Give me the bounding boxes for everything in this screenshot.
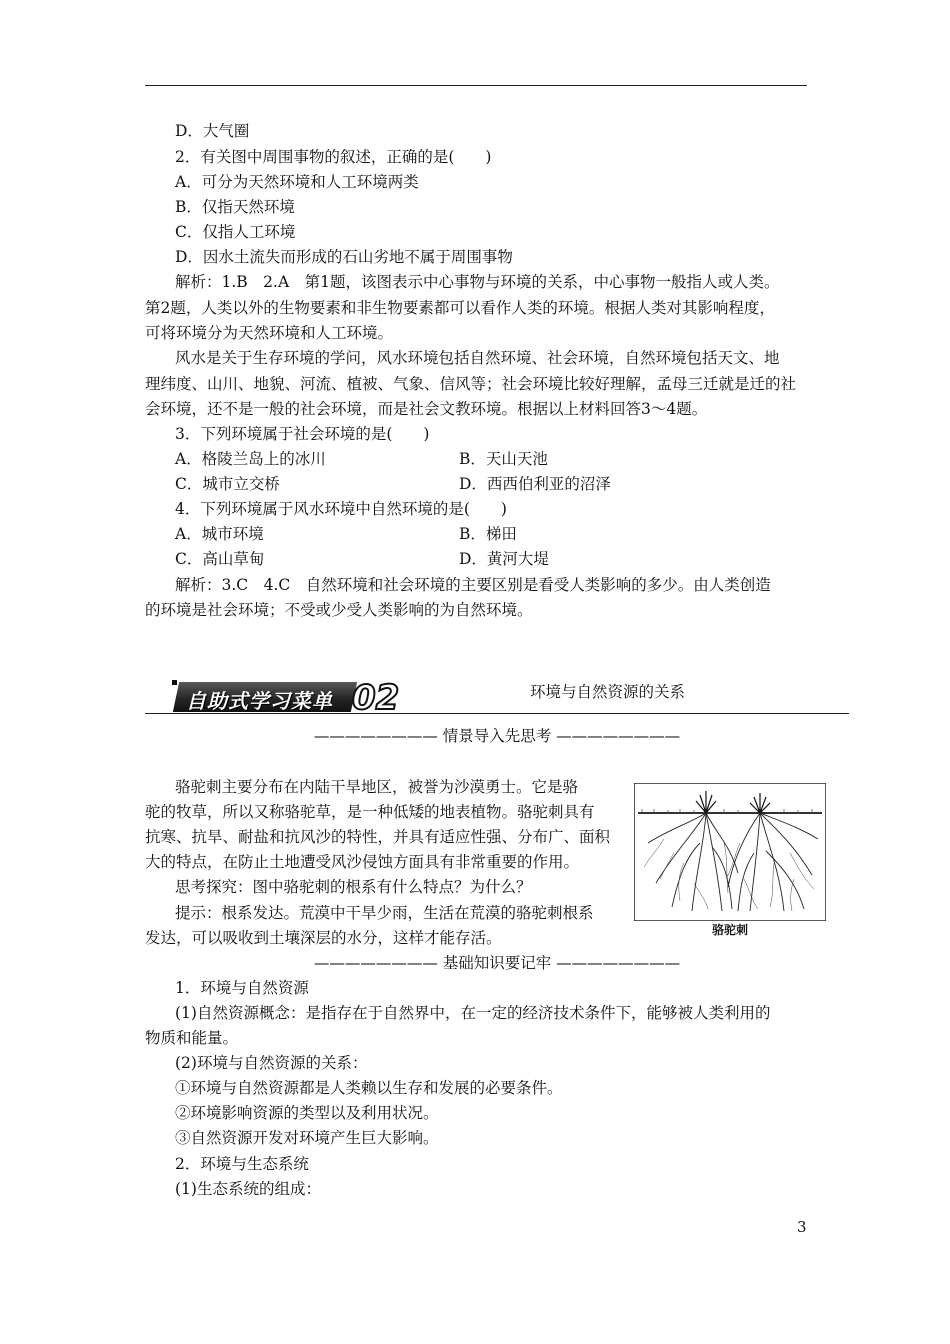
q4-option-c: C．高山草甸: [175, 550, 265, 568]
banner-dot-icon: [172, 680, 177, 685]
camel-thorn-roots-image: [634, 783, 826, 921]
analysis-2-line-1: 解析：3.C 4.C 自然环境和社会环境的主要区别是看受人类影响的多少。由人类创造: [175, 576, 771, 594]
scene-paragraph-line-2: 驼的牧草，所以又称骆驼草，是一种低矮的地表植物。骆驼刺具有: [145, 803, 595, 821]
banner-text: 自助式学习菜单: [186, 689, 333, 713]
section-rule: [145, 713, 849, 714]
q2-option-b: B．仅指天然环境: [175, 198, 295, 216]
natural-resource-concept-line-1: (1)自然资源概念：是指存在于自然界中，在一定的经济技术条件下，能够被人类利用的: [175, 1004, 771, 1022]
page-number: 3: [797, 1218, 807, 1236]
q3-option-c: C．城市立交桥: [175, 475, 280, 493]
analysis-1-line-1: 解析：1.B 2.A 第1题，该图表示中心事物与环境的关系，中心事物一般指人或人类。: [175, 273, 780, 291]
material-line-1: 风水是关于生存环境的学问，风水环境包括自然环境、社会环境，自然环境包括天文、地: [175, 349, 780, 367]
q4-option-a: A．城市环境: [175, 525, 264, 543]
basics-heading: ———————— 基础知识要记牢 ————————: [313, 954, 681, 972]
q4-option-d: D．黄河大堤: [459, 550, 549, 568]
basics-section-2: 2．环境与生态系统: [175, 1155, 309, 1173]
scene-heading: ———————— 情景导入先思考 ————————: [313, 727, 681, 745]
q3-option-a: A．格陵兰岛上的冰川: [175, 450, 326, 468]
think-question: 思考探究：图中骆驼刺的根系有什么特点？为什么？: [175, 878, 532, 896]
banner-number: 02: [352, 678, 400, 718]
section-title: 环境与自然资源的关系: [530, 683, 686, 701]
relationship-item-2: ②环境影响资源的类型以及利用状况。: [175, 1104, 439, 1122]
option-d-q1: D．大气圈: [175, 122, 250, 140]
q2-option-a: A．可分为天然环境和人工环境两类: [175, 173, 419, 191]
question-2: 2．有关图中周围事物的叙述，正确的是( ): [175, 148, 492, 166]
hint-line-2: 发达，可以吸收到土壤深层的水分，这样才能存活。: [145, 929, 502, 947]
natural-resource-concept-line-2: 物质和能量。: [145, 1029, 239, 1047]
material-line-2: 理纬度、山川、地貌、河流、植被、气象、信风等；社会环境比较好理解，孟母三迁就是迁的社: [145, 375, 797, 393]
analysis-1-line-3: 可将环境分为天然环境和人工环境。: [145, 324, 394, 342]
q3-option-b: B．天山天池: [459, 450, 548, 468]
figure-caption: 骆驼刺: [711, 923, 748, 937]
analysis-1-line-2: 第2题，人类以外的生物要素和非生物要素都可以看作人类的环境。根据人类对其影响程度，: [145, 299, 775, 317]
section-banner: [176, 676, 400, 718]
scene-paragraph-line-1: 骆驼刺主要分布在内陆干旱地区，被誉为沙漠勇士。它是骆: [175, 778, 579, 796]
hint-line-1: 提示：根系发达。荒漠中干旱少雨，生活在荒漠的骆驼刺根系: [175, 904, 594, 922]
material-line-3: 会环境，还不是一般的社会环境，而是社会文教环境。根据以上材料回答3～4题。: [145, 400, 708, 418]
q4-option-b: B．梯田: [459, 525, 517, 543]
header-rule: [145, 85, 807, 86]
question-4: 4．下列环境属于风水环境中自然环境的是( ): [175, 500, 507, 518]
analysis-2-line-2: 的环境是社会环境；不受或少受人类影响的为自然环境。: [145, 601, 533, 619]
scene-paragraph-line-4: 大的特点，在防止土地遭受风沙侵蚀方面具有非常重要的作用。: [145, 853, 580, 871]
basics-section-1: 1．环境与自然资源: [175, 979, 309, 997]
q2-option-d: D．因水土流失而形成的石山劣地不属于周围事物: [175, 248, 513, 266]
q3-option-d: D．西西伯利亚的沼泽: [459, 475, 611, 493]
q2-option-c: C．仅指人工环境: [175, 223, 296, 241]
relationship-heading: (2)环境与自然资源的关系：: [175, 1054, 368, 1072]
ecosystem-composition: (1)生态系统的组成：: [175, 1180, 321, 1198]
question-3: 3．下列环境属于社会环境的是( ): [175, 425, 430, 443]
relationship-item-3: ③自然资源开发对环境产生巨大影响。: [175, 1129, 439, 1147]
relationship-item-1: ①环境与自然资源都是人类赖以生存和发展的必要条件。: [175, 1079, 563, 1097]
scene-paragraph-line-3: 抗寒、抗旱、耐盐和抗风沙的特性，并具有适应性强、分布广、面积: [145, 828, 611, 846]
